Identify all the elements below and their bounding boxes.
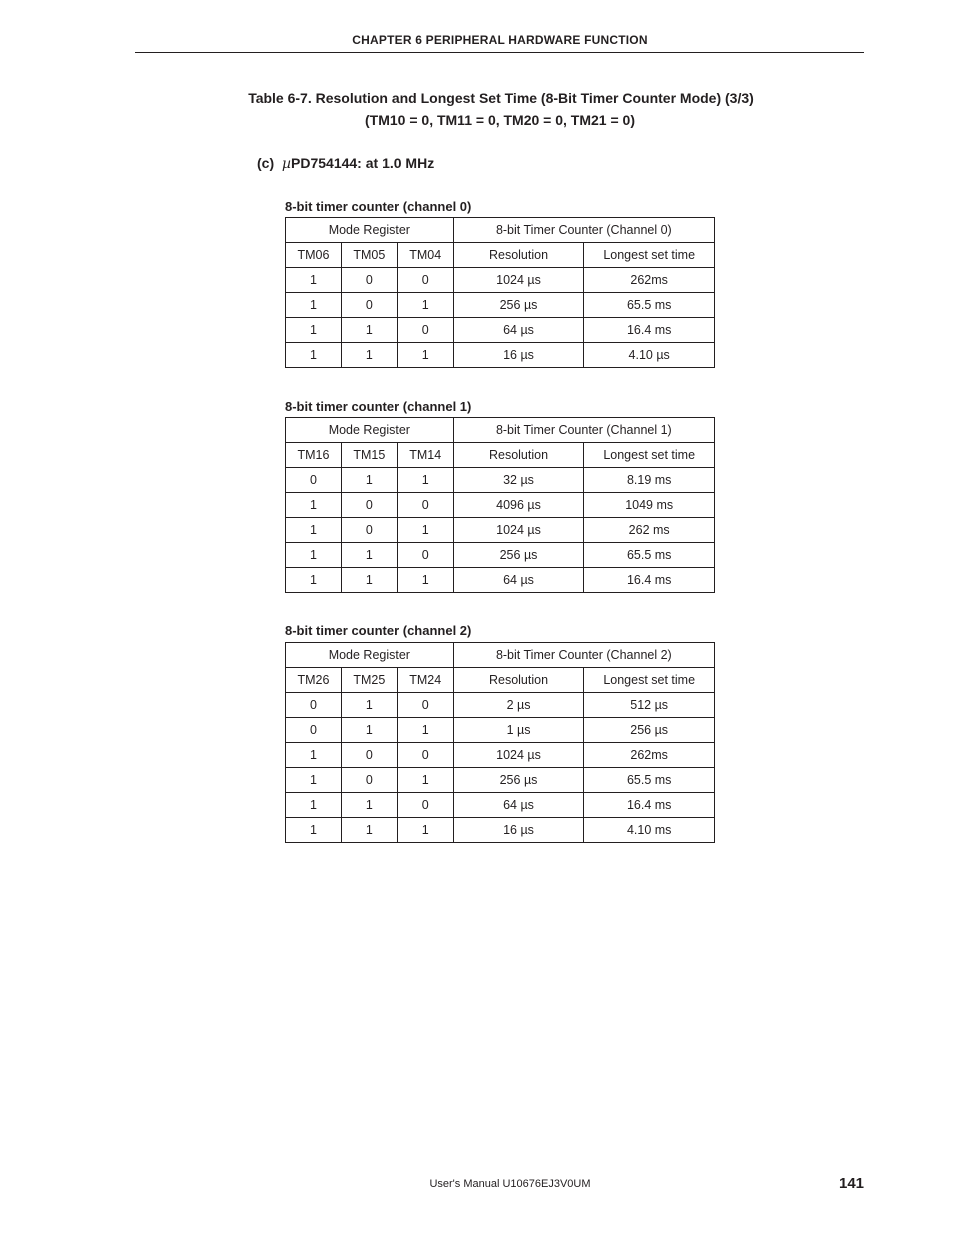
table-cell: 65.5 ms	[584, 293, 715, 318]
table-cell: 4.10 ms	[584, 818, 715, 843]
footer-manual-id: User's Manual U10676EJ3V0UM	[429, 1178, 591, 1190]
table-title: Table 6-7. Resolution and Longest Set Time (8-Bit Timer Counter Mode) (3/3)	[248, 90, 754, 106]
col-header: Resolution	[453, 668, 584, 693]
table-cell: 16.4 ms	[584, 318, 715, 343]
table-cell: 1	[341, 718, 397, 743]
table-cell: 2 µs	[453, 693, 584, 718]
section-subtitle	[257, 155, 434, 172]
column-header-row	[286, 243, 715, 268]
table-row	[286, 293, 715, 318]
table-cell: 1	[286, 793, 342, 818]
table-cell: 1	[397, 343, 453, 368]
table-cell: 1	[286, 743, 342, 768]
col-header: Resolution	[453, 243, 584, 268]
table-cell: 1049 ms	[584, 493, 715, 518]
table-cell: 16.4 ms	[584, 568, 715, 593]
table-cell: 0	[397, 743, 453, 768]
subtitle-mu: µ	[281, 156, 292, 172]
table-row	[286, 718, 715, 743]
table-row	[286, 468, 715, 493]
table-cell: 256 µs	[453, 543, 584, 568]
mode-register-header: Mode Register	[286, 643, 454, 668]
table-cell: 1024 µs	[453, 268, 584, 293]
table-cell: 1	[286, 318, 342, 343]
table-cell: 1	[397, 468, 453, 493]
col-header: TM14	[397, 443, 453, 468]
table-cell: 0	[397, 693, 453, 718]
timer-counter-header: 8-bit Timer Counter (Channel 0)	[453, 218, 714, 243]
table-row	[286, 343, 715, 368]
table-cell: 0	[397, 793, 453, 818]
table-cell: 64 µs	[453, 793, 584, 818]
table-cell: 1	[286, 343, 342, 368]
table-cell: 1	[341, 793, 397, 818]
table-cell: 0	[341, 518, 397, 543]
channel-1-table	[285, 417, 715, 593]
table-cell: 1024 µs	[453, 743, 584, 768]
table-cell: 8.19 ms	[584, 468, 715, 493]
col-header: TM25	[341, 668, 397, 693]
table-cell: 1	[397, 818, 453, 843]
table-cell: 0	[341, 293, 397, 318]
col-header: TM26	[286, 668, 342, 693]
channel-0-table	[285, 217, 715, 368]
page-number: 141	[839, 1175, 865, 1192]
subtitle-rest: PD754144: at 1.0 MHz	[291, 155, 435, 171]
table-cell: 64 µs	[453, 318, 584, 343]
table-row	[286, 543, 715, 568]
table-cell: 65.5 ms	[584, 768, 715, 793]
table-condition: (TM10 = 0, TM11 = 0, TM20 = 0, TM21 = 0)	[365, 112, 635, 128]
channel-1-label: 8-bit timer counter (channel 1)	[285, 399, 472, 414]
table-cell: 0	[397, 268, 453, 293]
table-cell: 262 ms	[584, 518, 715, 543]
col-header: TM06	[286, 243, 342, 268]
col-header: TM16	[286, 443, 342, 468]
table-cell: 0	[286, 718, 342, 743]
table-cell: 65.5 ms	[584, 543, 715, 568]
table-header-row	[286, 643, 715, 668]
table-cell: 0	[397, 543, 453, 568]
table-cell: 1 µs	[453, 718, 584, 743]
table-cell: 0	[341, 268, 397, 293]
column-header-row	[286, 668, 715, 693]
table-row	[286, 793, 715, 818]
table-cell: 0	[341, 743, 397, 768]
table-cell: 1	[397, 768, 453, 793]
header-rule	[135, 52, 864, 53]
table-cell: 0	[286, 468, 342, 493]
table-row	[286, 693, 715, 718]
channel-0-label: 8-bit timer counter (channel 0)	[285, 199, 472, 214]
table-cell: 32 µs	[453, 468, 584, 493]
table-row	[286, 768, 715, 793]
table-header-row	[286, 218, 715, 243]
timer-counter-header: 8-bit Timer Counter (Channel 1)	[453, 418, 714, 443]
col-header: Longest set time	[584, 443, 715, 468]
table-cell: 0	[341, 493, 397, 518]
col-header: TM15	[341, 443, 397, 468]
chapter-header: CHAPTER 6 PERIPHERAL HARDWARE FUNCTION	[352, 33, 648, 47]
table-cell: 0	[397, 493, 453, 518]
table-cell: 262ms	[584, 268, 715, 293]
channel-2-label: 8-bit timer counter (channel 2)	[285, 623, 472, 638]
table-cell: 1	[286, 568, 342, 593]
table-cell: 1	[397, 568, 453, 593]
mode-register-header: Mode Register	[286, 218, 454, 243]
table-cell: 1	[397, 518, 453, 543]
col-header: Longest set time	[584, 243, 715, 268]
table-cell: 256 µs	[584, 718, 715, 743]
table-cell: 16 µs	[453, 818, 584, 843]
table-row	[286, 743, 715, 768]
mode-register-header: Mode Register	[286, 418, 454, 443]
table-cell: 1	[286, 543, 342, 568]
table-cell: 512 µs	[584, 693, 715, 718]
table-cell: 1	[341, 343, 397, 368]
table-cell: 1	[341, 468, 397, 493]
table-cell: 1	[397, 718, 453, 743]
table-row	[286, 493, 715, 518]
table-cell: 1	[286, 768, 342, 793]
table-header-row	[286, 418, 715, 443]
col-header: Resolution	[453, 443, 584, 468]
table-cell: 1	[397, 293, 453, 318]
table-cell: 1	[286, 493, 342, 518]
table-cell: 1	[341, 693, 397, 718]
table-cell: 1024 µs	[453, 518, 584, 543]
timer-counter-header: 8-bit Timer Counter (Channel 2)	[453, 643, 714, 668]
subtitle-prefix: (c)	[257, 155, 275, 171]
channel-2-table	[285, 642, 715, 843]
table-row	[286, 568, 715, 593]
table-cell: 262ms	[584, 743, 715, 768]
table-row	[286, 518, 715, 543]
table-cell: 16 µs	[453, 343, 584, 368]
table-cell: 1	[286, 293, 342, 318]
table-cell: 16.4 ms	[584, 793, 715, 818]
table-cell: 1	[286, 518, 342, 543]
table-cell: 0	[397, 318, 453, 343]
table-cell: 1	[341, 818, 397, 843]
table-row	[286, 818, 715, 843]
table-cell: 1	[286, 818, 342, 843]
table-cell: 64 µs	[453, 568, 584, 593]
table-cell: 4096 µs	[453, 493, 584, 518]
table-cell: 1	[341, 543, 397, 568]
table-cell: 0	[341, 768, 397, 793]
table-cell: 4.10 µs	[584, 343, 715, 368]
table-cell: 256 µs	[453, 293, 584, 318]
table-cell: 0	[286, 693, 342, 718]
col-header: TM04	[397, 243, 453, 268]
col-header: TM05	[341, 243, 397, 268]
table-cell: 1	[286, 268, 342, 293]
column-header-row	[286, 443, 715, 468]
table-row	[286, 268, 715, 293]
table-cell: 1	[341, 318, 397, 343]
table-row	[286, 318, 715, 343]
col-header: TM24	[397, 668, 453, 693]
table-cell: 256 µs	[453, 768, 584, 793]
col-header: Longest set time	[584, 668, 715, 693]
table-cell: 1	[341, 568, 397, 593]
